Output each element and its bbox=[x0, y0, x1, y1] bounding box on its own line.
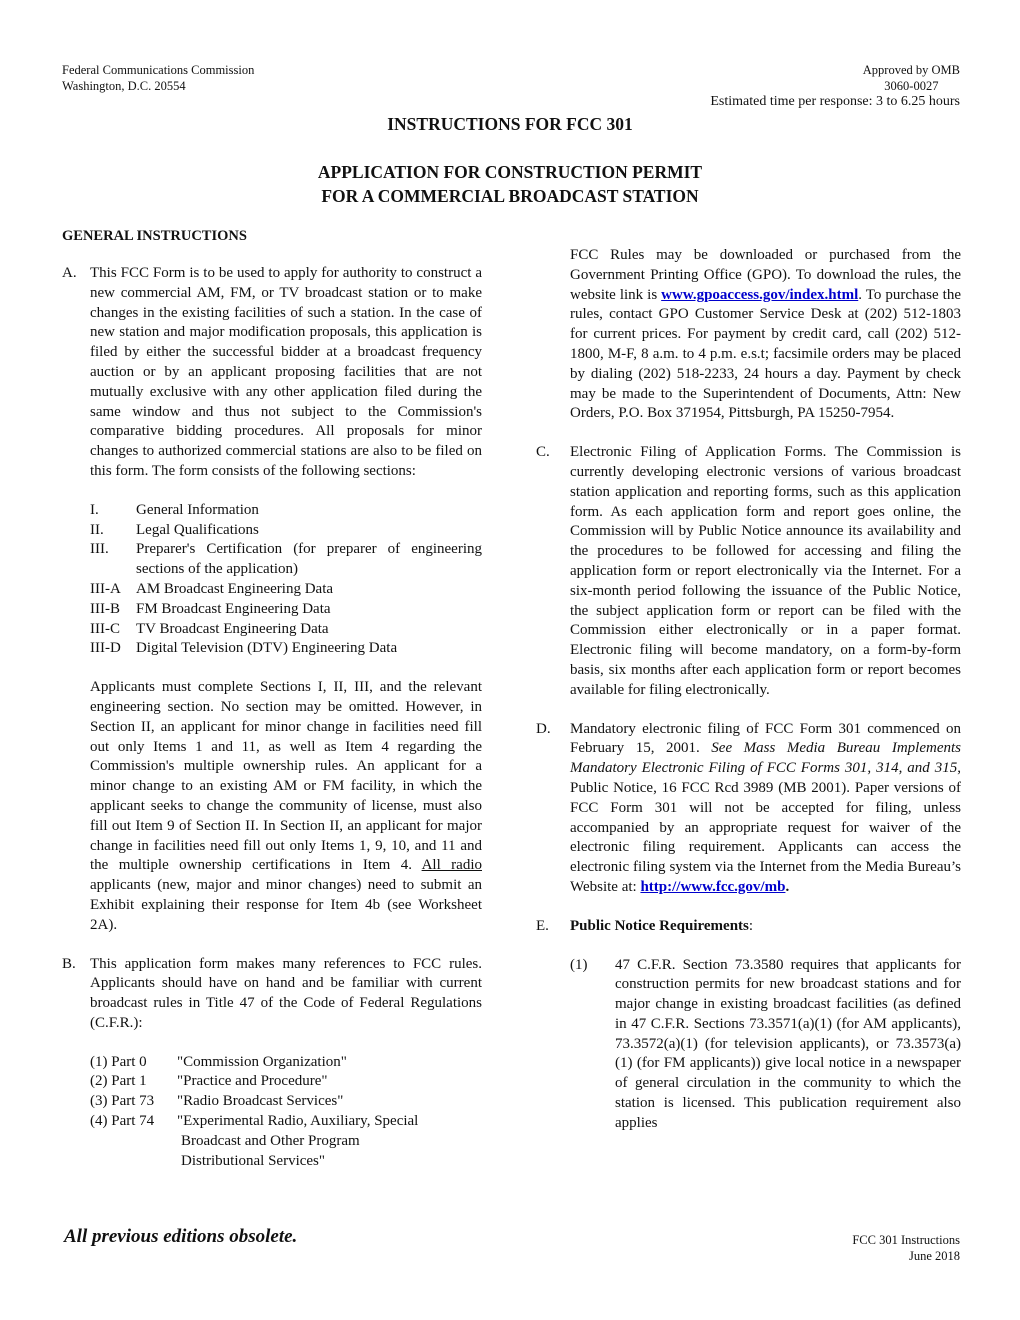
instruction-c-label: C. bbox=[536, 444, 550, 461]
gpoaccess-link[interactable]: www.gpoaccess.gov/index.html bbox=[661, 286, 859, 303]
general-instructions-heading: GENERAL INSTRUCTIONS bbox=[62, 228, 247, 244]
form-footer-date: June 2018 bbox=[908, 1249, 960, 1263]
instruction-e-heading: Public Notice Requirements: bbox=[570, 917, 754, 934]
section-row: III-A AM Broadcast Engineering Data bbox=[90, 580, 334, 597]
cfr-part-row: (4) Part 74 "Experimental Radio, Auxiliary, Special Broadcast and Other Program Distributional Services" bbox=[90, 1113, 419, 1169]
agency-name: Federal Communications Commission bbox=[62, 63, 255, 77]
form-title bbox=[0, 160, 1020, 208]
form-footer-name: FCC 301 Instructions bbox=[852, 1233, 960, 1247]
instruction-c bbox=[536, 443, 961, 700]
section-row: III-C TV Broadcast Engineering Data bbox=[90, 620, 329, 637]
instruction-a-paragraph-2: Applicants must complete Sections I, II, III, and the relevant engineering section. No section may be omitted. However, in Section II, an applicant for minor change in facilities need fill out only Items 1 and 11, as well as Item 4 regarding the Commission's multiple ownership rules. An applicant for a minor change to an existing AM or FM facility, in which the applicant seeks to change the community of license, must also fill out Item 9 of Section II. In Section II, an applicant for major change in facilities need fill out only Items 1, 9, 10, and 11 and the multiple ownership certifications in Item 4. All radio applicants (new, major and minor changes) need to submit an Exhibit explaining their response for Item 4b (see Worksheet 2A). bbox=[90, 679, 482, 933]
instruction-a-label: A. bbox=[62, 265, 77, 281]
form-title-line2: FOR A COMMERCIAL BROADCAST STATION bbox=[321, 186, 699, 206]
instruction-d-label: D. bbox=[536, 720, 551, 737]
instruction-e-item-1-text: 47 C.F.R. Section 73.3580 requires that applicants for construction permits for new broadcast stations and for major change in existing broadcast facilities (as defined in 47 C.F.R. Sections 73.3571(a)(1) (for AM applicants), 73.3572(a)(1) (for television applicants), or 73.3573(a) (1) (for FM applicants)) give local notice in a newspaper of general circulation in the community to which the station is licensed. This publication requirement also applies bbox=[615, 956, 961, 1131]
section-row: III-B FM Broadcast Engineering Data bbox=[90, 600, 331, 617]
instruction-b-label: B. bbox=[62, 955, 76, 972]
cfr-part-row: (2) Part 1 "Practice and Procedure" bbox=[90, 1073, 328, 1090]
cfr-parts-list bbox=[62, 1053, 482, 1172]
all-radio-emphasis: All radio bbox=[421, 857, 482, 874]
left-column bbox=[62, 228, 482, 1171]
fcc-mb-link[interactable]: http://www.fcc.gov/mb bbox=[640, 878, 786, 895]
section-row: III-D Digital Television (DTV) Engineering Data bbox=[90, 640, 398, 657]
instruction-e-item-1 bbox=[570, 956, 961, 1134]
form-footer bbox=[852, 1232, 960, 1264]
omb-approval bbox=[863, 62, 960, 94]
instruction-e-label: E. bbox=[536, 917, 549, 934]
instruction-e-item-1-label: (1) bbox=[570, 956, 588, 973]
instruction-d bbox=[536, 720, 961, 898]
right-column bbox=[536, 246, 961, 1134]
instruction-c-text: Electronic Filing of Application Forms. The Commission is currently developing electronic versions of various broadcast station application and reporting forms, such as this application form. As each application form and report goes online, the Commission will by Public Notice announce its availability and the procedures to be followed for accessing and filing the application form or report electronically via the Internet. For a six-month period following the issuance of the Public Notice, the subject application form or report can be filed with the Commission either electronically or in a paper format. Electronic filing will become mandatory, on a form-by-form basis, six months after each application form or report becomes available for filing electronically. bbox=[570, 444, 961, 698]
obsolete-notice: All previous editions obsolete. bbox=[64, 1226, 298, 1247]
fcc-rules-paragraph: FCC Rules may be downloaded or purchased from the Government Printing Office (GPO). To download the rules, the website link is www.gpoaccess.gov/index.html. To purchase the rules, contact GPO Customer Service Desk at (202) 512-1803 for current prices. For payment by credit card, call (202) 512-1800, M-F, 8 a.m. to 4 p.m. e.s.t; facsimile orders may be placed by dialing (202) 518-2233, 24 hours a day. Payment by check may be made to the Superintendent of Documents, Attn: New Orders, P.O. Box 371954, Pittsburgh, PA 15250-7954. bbox=[570, 247, 961, 422]
sections-list bbox=[62, 501, 482, 659]
public-notice-citation: See Mass Media Bureau Implements Mandatory Electronic Filing of FCC Forms 301, 314, and 315 bbox=[570, 740, 961, 777]
omb-number: 3060-0027 bbox=[884, 79, 939, 93]
agency-header bbox=[62, 62, 254, 94]
cfr-part-row: (3) Part 73 "Radio Broadcast Services" bbox=[90, 1093, 344, 1110]
instruction-a-text: This FCC Form is to be used to apply for authority to construct a new commercial AM, FM, or TV broadcast station or to make changes in the existing facilities of such a station. In the case of new station and major modification proposals, this application is filed by either the successful bidder at a broadcast frequency auction or by an applicant proposing facilities that are not mutually exclusive with any other application filed during the same window and thus not subject to the Commission's comparative bidding procedures. All proposals for minor changes to authorized commercial stations are also to be filed on this form. The form consists of the following sections: bbox=[90, 265, 482, 479]
instruction-b bbox=[62, 955, 482, 1034]
instruction-a bbox=[62, 264, 482, 482]
document-title: INSTRUCTIONS FOR FCC 301 bbox=[387, 114, 633, 134]
instruction-d-text: Mandatory electronic filing of FCC Form 301 commenced on February 15, 2001. See Mass Media Bureau Implements Mandatory Electronic Filing of FCC Forms 301, 314, and 315, Public Notice, 16 FCC Rcd 3989 (MB 2001). Paper versions of FCC Form 301 will not be accepted for filing, unless accompanied by an appropriate request for waiver of the electronic filing requirement. Applicants can access the electronic filing system via the Internet from the Media Bureau’s Website at: http://www.fcc.gov/mb. bbox=[570, 720, 961, 895]
approval-text: Approved by OMB bbox=[862, 63, 960, 77]
agency-address: Washington, D.C. 20554 bbox=[62, 79, 186, 93]
cfr-part-row: (1) Part 0 "Commission Organization" bbox=[90, 1053, 347, 1070]
instruction-e bbox=[536, 917, 961, 937]
form-title-line1: APPLICATION FOR CONSTRUCTION PERMIT bbox=[317, 162, 703, 182]
section-row: II. Legal Qualifications bbox=[90, 521, 259, 538]
section-row: III. Preparer's Certification (for preparer of engineering sections of the application) bbox=[90, 541, 482, 578]
section-row: I. General Information bbox=[90, 501, 259, 518]
estimated-time: Estimated time per response: 3 to 6.25 hours bbox=[710, 94, 960, 109]
instruction-b-text: This application form makes many references to FCC rules. Applicants should have on hand and be familiar with current broadcast rules in Title 47 of the Code of Federal Regulations (C.F.R.): bbox=[90, 955, 482, 1031]
